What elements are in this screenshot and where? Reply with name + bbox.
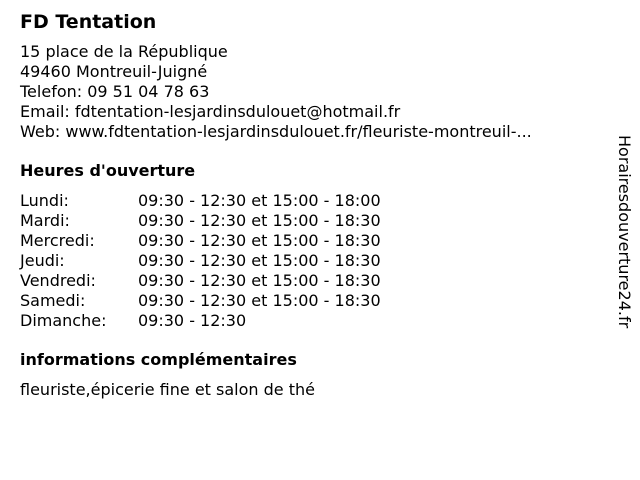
hours-row-monday xyxy=(20,191,600,211)
business-card xyxy=(20,10,600,400)
hours-value: 09:30 - 12:30 et 15:00 - 18:30 xyxy=(138,211,381,230)
day-label: Mercredi: xyxy=(20,231,95,250)
hours-value: 09:30 - 12:30 et 15:00 - 18:00 xyxy=(138,191,381,210)
hours-value: 09:30 - 12:30 et 15:00 - 18:30 xyxy=(138,231,381,250)
hours-row-wednesday xyxy=(20,231,600,251)
hours-value: 09:30 - 12:30 et 15:00 - 18:30 xyxy=(138,251,381,270)
email-line: Email: fdtentation-lesjardinsdulouet@hotmail.fr xyxy=(20,102,401,121)
side-brand-text: Horairesdouverture24.fr xyxy=(615,135,634,329)
hours-row-friday xyxy=(20,271,600,291)
hours-heading: Heures d'ouverture xyxy=(20,161,196,180)
day-label: Lundi: xyxy=(20,191,69,210)
info-text: fleuriste,épicerie fine et salon de thé xyxy=(20,380,315,399)
hours-row-saturday xyxy=(20,291,600,311)
business-name: FD Tentation xyxy=(20,11,157,33)
day-label: Mardi: xyxy=(20,211,70,230)
contact-block xyxy=(20,42,600,142)
hours-row-thursday xyxy=(20,251,600,271)
phone-line: Telefon: 09 51 04 78 63 xyxy=(20,82,210,101)
hours-table xyxy=(20,191,600,331)
day-label: Dimanche: xyxy=(20,311,107,330)
day-label: Vendredi: xyxy=(20,271,96,290)
hours-value: 09:30 - 12:30 xyxy=(138,311,247,330)
hours-value: 09:30 - 12:30 et 15:00 - 18:30 xyxy=(138,291,381,310)
address-line-2: 49460 Montreuil-Juigné xyxy=(20,62,208,81)
hours-row-sunday xyxy=(20,311,600,331)
hours-value: 09:30 - 12:30 et 15:00 - 18:30 xyxy=(138,271,381,290)
web-line: Web: www.fdtentation-lesjardinsdulouet.fr/fleuriste-montreuil-... xyxy=(20,122,532,141)
hours-row-tuesday xyxy=(20,211,600,231)
day-label: Samedi: xyxy=(20,291,86,310)
info-heading: informations complémentaires xyxy=(20,350,297,369)
address-line-1: 15 place de la République xyxy=(20,42,228,61)
day-label: Jeudi: xyxy=(20,251,65,270)
side-brand xyxy=(612,135,636,375)
